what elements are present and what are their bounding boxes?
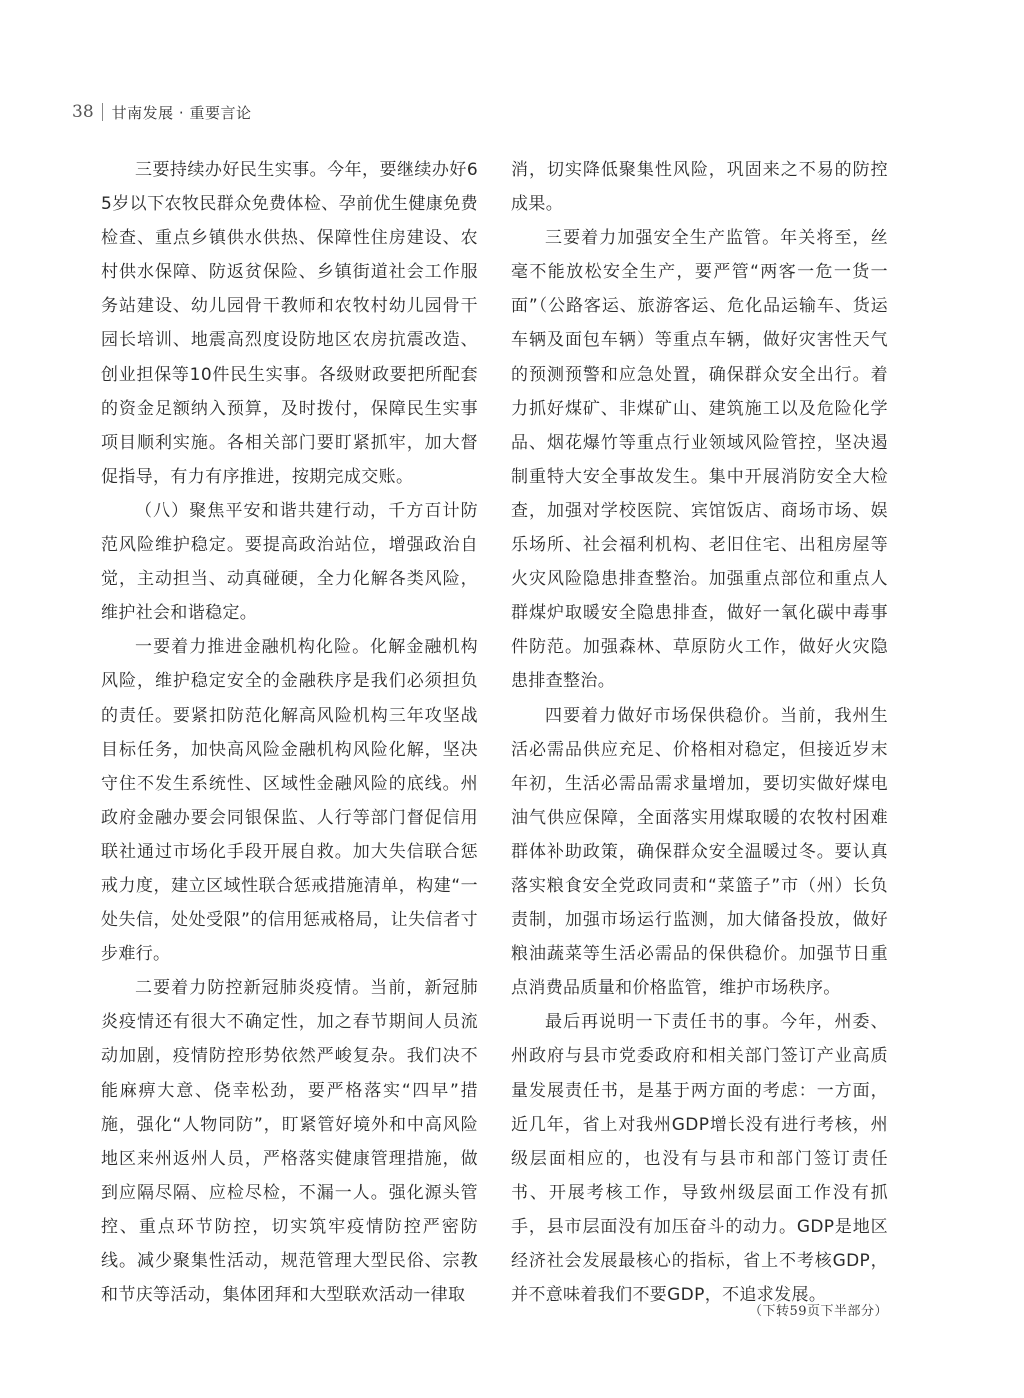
left-column [101, 153, 478, 1312]
paragraph: 四要着力做好市场保供稳价。当前，我州生活必需品供应充足、价格相对稳定，但接近岁末年初，生活必需品需求量增加，要切实做好煤电油气供应保障，全面落实用煤取暖的农牧村困难群体补助政策，确保群众安全温暖过冬。要认真落实粮食安全党政同责和“菜篮子”市（州）长负责制，加强市场运行监测，加大储备投放，做好粮油蔬菜等生活必需品的保供稳价。加强节日重点消费品质量和价格监管，维护市场秩序。 [511, 705, 888, 999]
page-number: 38 [72, 102, 94, 122]
paragraph: 二要着力防控新冠肺炎疫情。当前，新冠肺炎疫情还有很大不确定性，加之春节期间人员流动加剧，疫情防控形势依然严峻复杂。我们决不能麻痹大意、侥幸松劲，要严格落实“四早”措施，强化“人物同防”，盯紧管好境外和中高风险地区来州返州人员，严格落实健康管理措施，做到应隔尽隔、应检尽检，不漏一人。强化源头管控、重点环节防控，切实筑牢疫情防控严密防线。减少聚集性活动，规范管理大型民俗、宗教和节庆等活动，集体团拜和大型联欢活动一律取 [101, 978, 478, 1306]
paragraph: 最后再说明一下责任书的事。今年，州委、州政府与县市党委政府和相关部门签订产业高质量发展责任书，是基于两方面的考虑：一方面，近几年，省上对我州GDP增长没有进行考核，州级层面相应的，也没有与县市和部门签订责任书、开展考核工作，导致州级层面工作没有抓手，县市层面没有加压奋斗的动力。GDP是地区经济社会发展最核心的指标，省上不考核GDP，并不意味着我们不要GDP，不追求发展。 [511, 1012, 888, 1306]
right-column [511, 153, 888, 1312]
header-divider [102, 103, 103, 121]
paragraph: 三要持续办好民生实事。今年，要继续办好65岁以下农牧民群众免费体检、孕前优生健康免费检查、重点乡镇供水供热、保障性住房建设、农村供水保障、防返贫保险、乡镇街道社会工作服务站建设、幼儿园骨干教师和农牧村幼儿园骨干园长培训、地震高烈度设防地区农房抗震改造、创业担保等10件民生实事。各级财政要把所配套的资金足额纳入预算，及时拨付，保障民生实事项目顺利实施。各相关部门要盯紧抓牢，加大督促指导，有力有序推进，按期完成交账。 [101, 160, 478, 487]
page-header [72, 98, 251, 126]
paragraph: 三要着力加强安全生产监管。年关将至，丝毫不能放松安全生产，要严管“两客一危一货一面”（公路客运、旅游客运、危化品运输车、货运车辆及面包车辆）等重点车辆，做好灾害性天气的预测预警和应急处置，确保群众安全出行。着力抓好煤矿、非煤矿山、建筑施工以及危险化学品、烟花爆竹等重点行业领域风险管控，坚决遏制重特大安全事故发生。集中开展消防安全大检查，加强对学校医院、宾馆饭店、商场市场、娱乐场所、社会福利机构、老旧住宅、出租房屋等火灾风险隐患排查整治。加强重点部位和重点人群煤炉取暖安全隐患排查，做好一氧化碳中毒事件防范。加强森林、草原防火工作，做好火灾隐患排查整治。 [511, 228, 888, 692]
continued-on-note: （下转59页下半部分） [748, 1304, 888, 1319]
section-title: 甘南发展 · 重要言论 [111, 103, 252, 122]
paragraph-continuation: 消，切实降低聚集性风险，巩固来之不易的防控成果。 [511, 160, 888, 215]
paragraph: 一要着力推进金融机构化险。化解金融机构风险，维护稳定安全的金融秩序是我们必须担负的责任。要紧扣防范化解高风险机构三年攻坚战目标任务，加快高风险金融机构风险化解，坚决守住不发生系统性、区域性金融风险的底线。州政府金融办要会同银保监、人行等部门督促信用联社通过市场化手段开展自救。加大失信联合惩戒力度，建立区域性联合惩戒措施清单，构建“一处失信，处处受限”的信用惩戒格局，让失信者寸步难行。 [101, 637, 478, 965]
paragraph: （八）聚焦平安和谐共建行动，千方百计防范风险维护稳定。要提高政治站位，增强政治自觉，主动担当、动真碰硬，全力化解各类风险，维护社会和谐稳定。 [101, 500, 478, 624]
